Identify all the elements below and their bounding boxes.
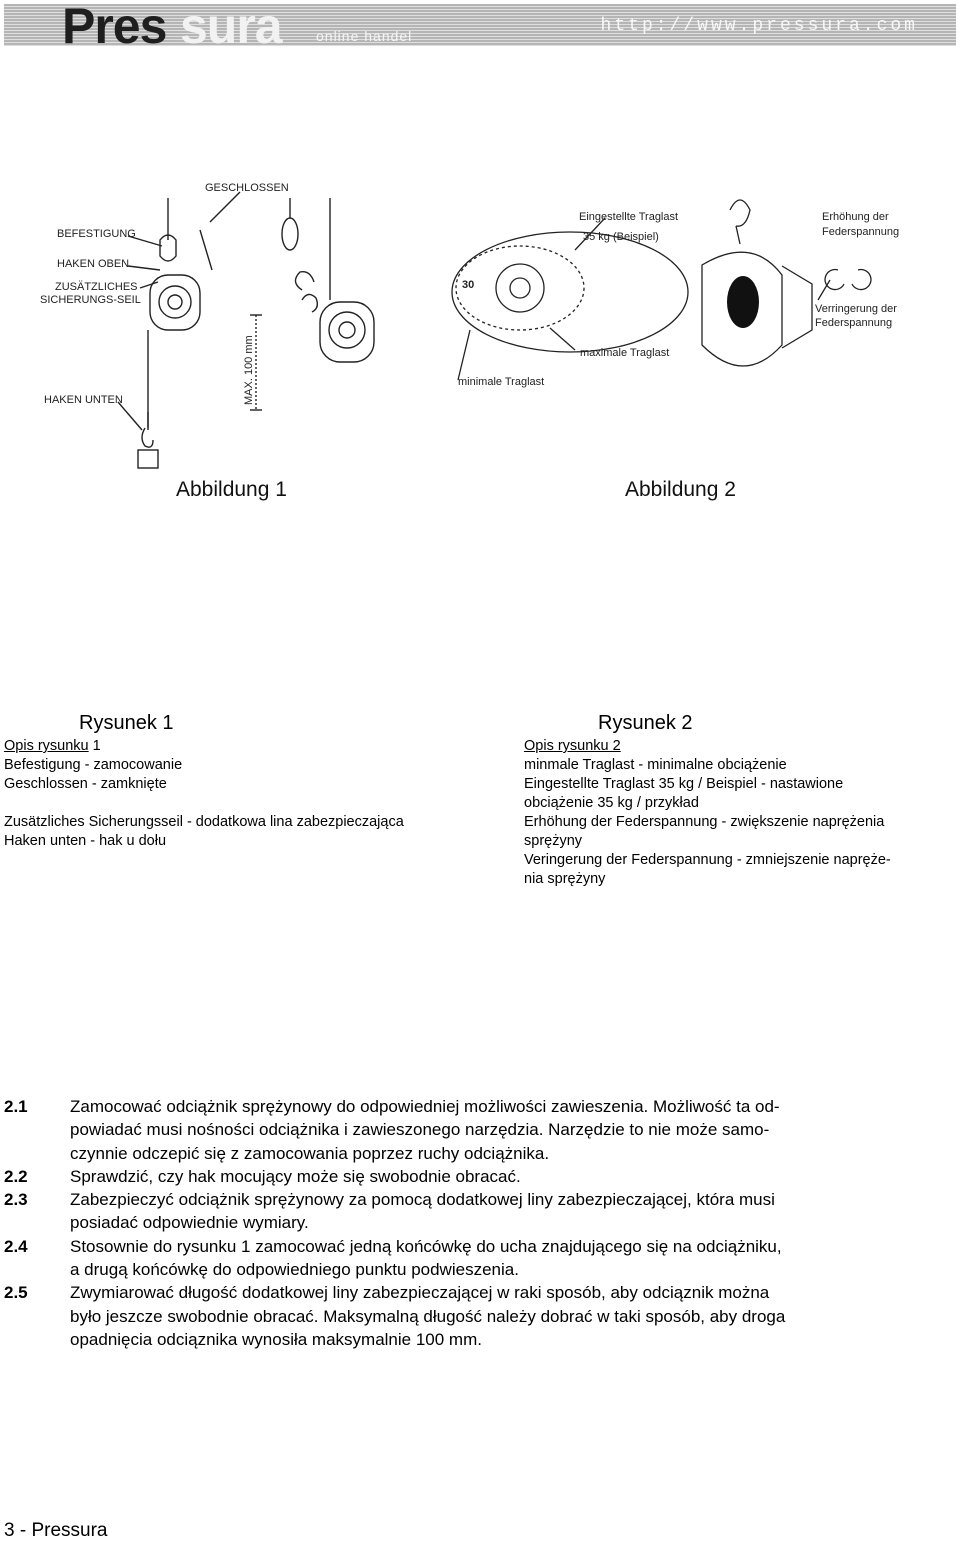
brand-subtitle: online handel	[316, 28, 413, 44]
caption2-line: Erhöhung der Federspannung - zwiększenie naprężenia	[524, 814, 885, 830]
caption1-line	[4, 794, 504, 813]
figures-area	[0, 170, 960, 510]
step-line: czynnie odczepić się z zamocowania poprzez ruchy odciążnika.	[70, 1143, 550, 1163]
figure1-max-dimension: MAX. 100 mm	[243, 335, 255, 405]
caption2-heading: Opis rysunku 2	[524, 738, 621, 754]
caption2-line: Eingestellte Traglast 35 kg / Beispiel - nastawione	[524, 776, 844, 792]
caption2-line: nia sprężyny	[524, 871, 606, 887]
caption1-line: Haken unten - hak u dołu	[4, 833, 167, 849]
step-text	[70, 1165, 954, 1188]
step-2-2	[4, 1165, 954, 1188]
figure2-dial-value: 30	[462, 279, 475, 291]
caption1-line: Befestigung - zamocowanie	[4, 757, 183, 773]
step-line: a drugą końcówkę do odpowiedniego punktu podwieszenia.	[70, 1260, 519, 1280]
figure1-title: Abbildung 1	[176, 478, 287, 501]
caption1-heading-number: 1	[88, 738, 101, 754]
label-minimale-traglast: minimale Traglast	[458, 376, 545, 388]
figure2-spring-cap	[727, 276, 759, 328]
label-verringerung-1: Verringerung der	[815, 303, 897, 315]
step-number: 2.1	[4, 1097, 28, 1116]
label-verringerung-2: Federspannung	[815, 317, 893, 329]
brand-logo-dark: Pres	[62, 4, 167, 46]
step-line: opadnięcia odciąznika wynosiła maksymalnie 100 mm.	[70, 1329, 482, 1349]
step-line: powiadać musi nośności odciążnika i zawieszonego narzędzia. Narzędzie to nie może samo-	[70, 1120, 770, 1140]
caption1-title: Rysunek 1	[79, 712, 174, 734]
label-haken-unten: HAKEN UNTEN	[44, 394, 123, 406]
label-sicherungs-seil: SICHERUNGS-SEIL	[40, 294, 141, 306]
label-zusatzliches: ZUSÄTZLICHES	[55, 281, 138, 293]
label-beispiel: 35 kg (Beispiel)	[583, 231, 659, 243]
step-text	[70, 1235, 954, 1282]
step-line: posiadać odpowiednie wymiary.	[70, 1213, 309, 1233]
header-url-link[interactable]: http://www.pressura.com	[600, 16, 918, 36]
caption1-heading	[4, 737, 504, 756]
step-line: Zamocować odciążnik sprężynowy do odpowiedniej możliwości zawieszenia. Możliwość ta od-	[70, 1097, 780, 1116]
step-number: 2.5	[4, 1283, 28, 1303]
header-banner	[4, 4, 956, 46]
caption2-line: minmale Traglast - minimalne obciążenie	[524, 757, 787, 773]
step-text	[70, 1095, 954, 1165]
step-2-4	[4, 1235, 954, 1282]
step-line: Stosownie do rysunku 1 zamocować jedną końcówkę do ucha znajdującego się na odciążniku,	[70, 1236, 782, 1256]
step-line: Sprawdzić, czy hak mocujący może się swobodnie obracać.	[70, 1166, 521, 1186]
instruction-steps	[4, 1095, 954, 1351]
brand-logo-light: sura	[180, 4, 282, 46]
step-line: Zabezpieczyć odciążnik sprężynowy za pomocą dodatkowej liny zabezpieczającej, która musi	[70, 1190, 775, 1210]
label-eingestellte-traglast: Eingestellte Traglast	[579, 211, 679, 223]
caption2-title: Rysunek 2	[598, 712, 693, 734]
figure1-drawing	[0, 170, 480, 510]
step-number: 2.4	[4, 1236, 28, 1256]
caption2-line: sprężyny	[524, 833, 583, 849]
step-2-3	[4, 1188, 954, 1235]
step-line: Zwymiarować długość dodatkowej liny zabezpieczającej w raki sposób, aby odciąznik można	[70, 1283, 770, 1303]
step-line: było jeszcze swobodnie obracać. Maksymalną długość należy dobrać w taki sposób, aby droga	[70, 1306, 786, 1326]
label-maximale-traglast: maximale Traglast	[580, 347, 670, 359]
caption1-line: Zusätzliches Sicherungsseil - dodatkowa lina zabezpieczająca	[4, 814, 404, 830]
page-footer: 3 - Pressura	[4, 1520, 108, 1541]
caption2-block	[524, 737, 954, 889]
step-2-5	[4, 1281, 954, 1351]
step-2-1	[4, 1095, 954, 1165]
label-erhohung-1: Erhöhung der	[822, 211, 889, 223]
label-erhohung-2: Federspannung	[822, 226, 900, 238]
label-geschlossen: GESCHLOSSEN	[205, 182, 289, 194]
figure2-title: Abbildung 2	[625, 478, 736, 501]
caption1-line: Geschlossen - zamknięte	[4, 776, 167, 792]
label-befestigung: BEFESTIGUNG	[57, 228, 136, 240]
caption2-line: Veringerung der Federspannung - zmniejszenie napręże-	[524, 852, 891, 868]
caption2-line: obciążenie 35 kg / przykład	[524, 795, 699, 811]
label-haken-oben: HAKEN OBEN	[57, 258, 130, 270]
caption1-block	[4, 737, 504, 851]
caption1-heading-underlined: Opis rysunku	[4, 738, 89, 754]
step-number: 2.3	[4, 1190, 28, 1210]
step-number: 2.2	[4, 1166, 28, 1186]
step-text	[70, 1188, 954, 1235]
step-text	[70, 1281, 954, 1351]
